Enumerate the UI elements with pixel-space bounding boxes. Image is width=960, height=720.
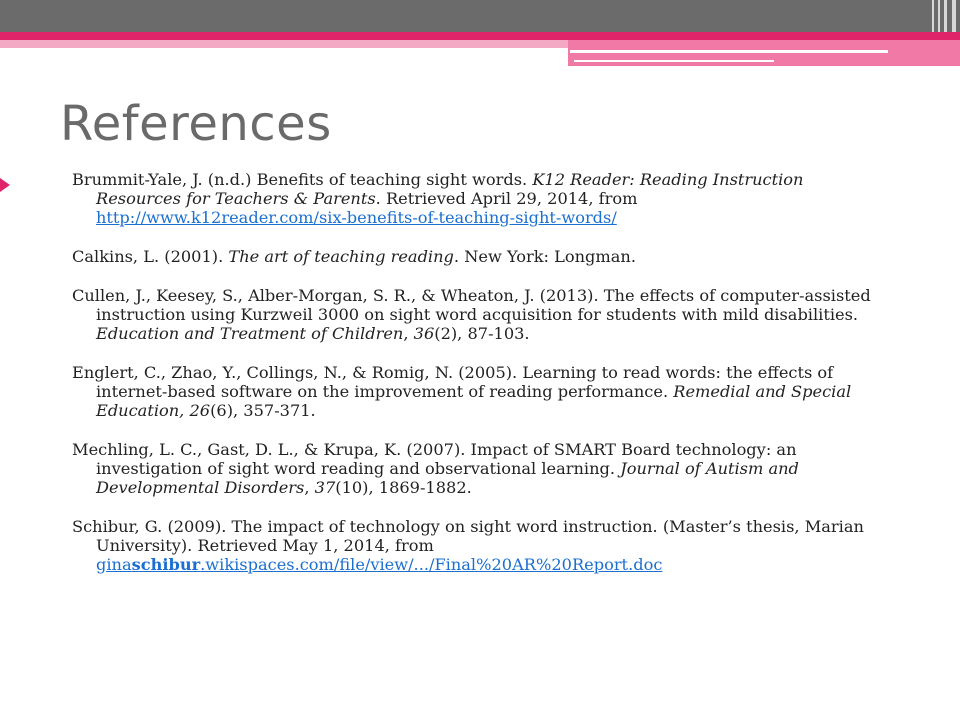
accent-band — [0, 32, 960, 40]
accent-band-light — [0, 40, 568, 48]
reference-link[interactable]: http://www.k12reader.com/six-benefits-of-teaching-sight-words/ — [96, 208, 617, 227]
slide-title: References — [60, 96, 332, 152]
reference-item: Schibur, G. (2009). The impact of technology on sight word instruction. (Master’s thesis, Marian University). Retrieved May 1, 2014, from ginaschibur.wikispaces.com/file/view/.../Final%20AR%20Report.doc — [72, 517, 864, 574]
reference-item: Calkins, L. (2001). The art of teaching reading. New York: Longman. — [72, 247, 636, 266]
reference-list — [72, 170, 880, 594]
accent-line — [570, 50, 888, 53]
accent-line-short — [574, 60, 774, 62]
top-bar — [0, 0, 960, 32]
reference-item: Brummit-Yale, J. (n.d.) Benefits of teaching sight words. K12 Reader: Reading Instruction Resources for Teachers & Parents. Retrieved April 29, 2014, from http://www.k12reader.com/six-benefits-of-teaching-sight-words/ — [72, 170, 804, 227]
reference-item: Englert, C., Zhao, Y., Collings, N., & Romig, N. (2005). Learning to read words: the effects of internet-based software on the improvement of reading performance. Remedial and Special Education, 26(6), 357-371. — [72, 363, 852, 420]
accent-band-right — [568, 40, 960, 66]
reference-item: Cullen, J., Keesey, S., Alber-Morgan, S. R., & Wheaton, J. (2013). The effects of computer-assisted instruction using Kurzweil 3000 on sight word acquisition for students with mild disabilities. Education and Treatment of Children, 36(2), 87-103. — [72, 286, 871, 343]
bullet-arrow-icon — [0, 178, 10, 192]
reference-item: Mechling, L. C., Gast, D. L., & Krupa, K. (2007). Impact of SMART Board technology: an investigation of sight word reading and observational learning. Journal of Autism and Developmental Disorders, 37(10), 1869-1882. — [72, 440, 799, 497]
reference-link[interactable]: ginaschibur.wikispaces.com/file/view/.../Final%20AR%20Report.doc — [96, 555, 663, 574]
